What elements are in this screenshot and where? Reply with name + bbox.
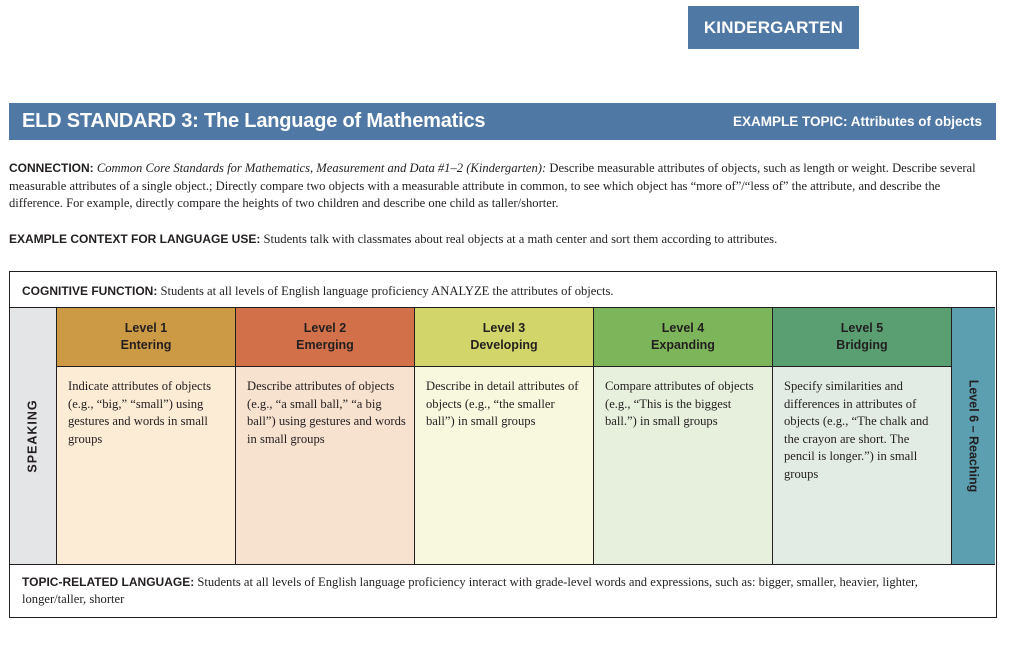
level-4-name: Expanding bbox=[651, 338, 715, 352]
level-6-reaching-column bbox=[952, 308, 995, 564]
example-topic: EXAMPLE TOPIC: Attributes of objects bbox=[732, 114, 982, 129]
cognitive-function-row bbox=[10, 272, 995, 308]
context-label: EXAMPLE CONTEXT FOR LANGUAGE USE: bbox=[9, 232, 261, 246]
level-1-column bbox=[57, 308, 236, 564]
level-5-descriptor: Specify similarities and differences in attributes of objects (e.g., “The chalk and the crayon are short. The pencil is longer.”) in small groups bbox=[773, 367, 951, 564]
level-3-name: Developing bbox=[470, 338, 538, 352]
context-text: Students talk with classmates about real objects at a math center and sort them according to attributes. bbox=[260, 232, 778, 246]
level-5-header bbox=[773, 308, 951, 367]
level-5-column bbox=[773, 308, 952, 564]
topic-language-label: TOPIC-RELATED LANGUAGE: bbox=[22, 575, 195, 589]
connection-label: CONNECTION: bbox=[9, 161, 94, 175]
level-3-column bbox=[415, 308, 594, 564]
level-2-column bbox=[236, 308, 415, 564]
context-paragraph bbox=[9, 231, 997, 249]
level-4-header bbox=[594, 308, 772, 367]
grade-level-badge: KINDERGARTEN bbox=[688, 6, 859, 49]
level-1-name: Entering bbox=[120, 338, 172, 352]
cognitive-label: COGNITIVE FUNCTION: bbox=[22, 284, 158, 298]
cognitive-text: Students at all levels of English language proficiency ANALYZE the attributes of objects. bbox=[157, 284, 614, 298]
standard-title: ELD STANDARD 3: The Language of Mathematics bbox=[22, 110, 486, 132]
topic-related-language-row bbox=[10, 564, 995, 616]
level-1-descriptor: Indicate attributes of objects (e.g., “big,” “small”) using gestures and words in small groups bbox=[57, 367, 235, 564]
level-2-number: Level 2 bbox=[303, 321, 347, 335]
level-1-header bbox=[57, 308, 235, 367]
level-4-descriptor: Compare attributes of objects (e.g., “This is the biggest ball.”) in small groups bbox=[594, 367, 772, 564]
level-6-reaching-label: Level 6 – Reaching bbox=[966, 379, 981, 493]
level-5-number: Level 5 bbox=[840, 321, 884, 335]
level-5-name: Bridging bbox=[836, 338, 888, 352]
level-2-descriptor: Describe attributes of objects (e.g., “a small ball,” “a big ball”) using gestures and words in small groups bbox=[236, 367, 414, 564]
speaking-domain-column bbox=[10, 308, 57, 564]
speaking-label: SPEAKING bbox=[26, 399, 41, 473]
standard-banner bbox=[9, 103, 996, 140]
level-3-header bbox=[415, 308, 593, 367]
level-2-header bbox=[236, 308, 414, 367]
level-4-number: Level 4 bbox=[661, 321, 705, 335]
level-1-number: Level 1 bbox=[124, 321, 168, 335]
proficiency-matrix bbox=[9, 271, 997, 618]
level-3-descriptor: Describe in detail attributes of objects (e.g., “the smaller ball”) in small groups bbox=[415, 367, 593, 564]
connection-text: Describe measurable attributes of objects, such as length or weight. Describe several measurable attributes of a single object.; Directly compare two objects with a measurable attribute in common, to see which object has “more of”/“less of” the attribute, and describe the difference. For example, directly compare the heights of two children and describe one child as taller/shorter. bbox=[9, 161, 976, 211]
level-4-column bbox=[594, 308, 773, 564]
connection-paragraph bbox=[9, 160, 997, 213]
level-3-number: Level 3 bbox=[482, 321, 526, 335]
level-2-name: Emerging bbox=[296, 338, 354, 352]
topic-language-text: Students at all levels of English language proficiency interact with grade-level words and expressions, such as: bigger, smaller, heavier, lighter, longer/taller, shorter bbox=[22, 575, 918, 606]
connection-source: Common Core Standards for Mathematics, Measurement and Data #1–2 (Kindergarten): bbox=[96, 161, 547, 175]
